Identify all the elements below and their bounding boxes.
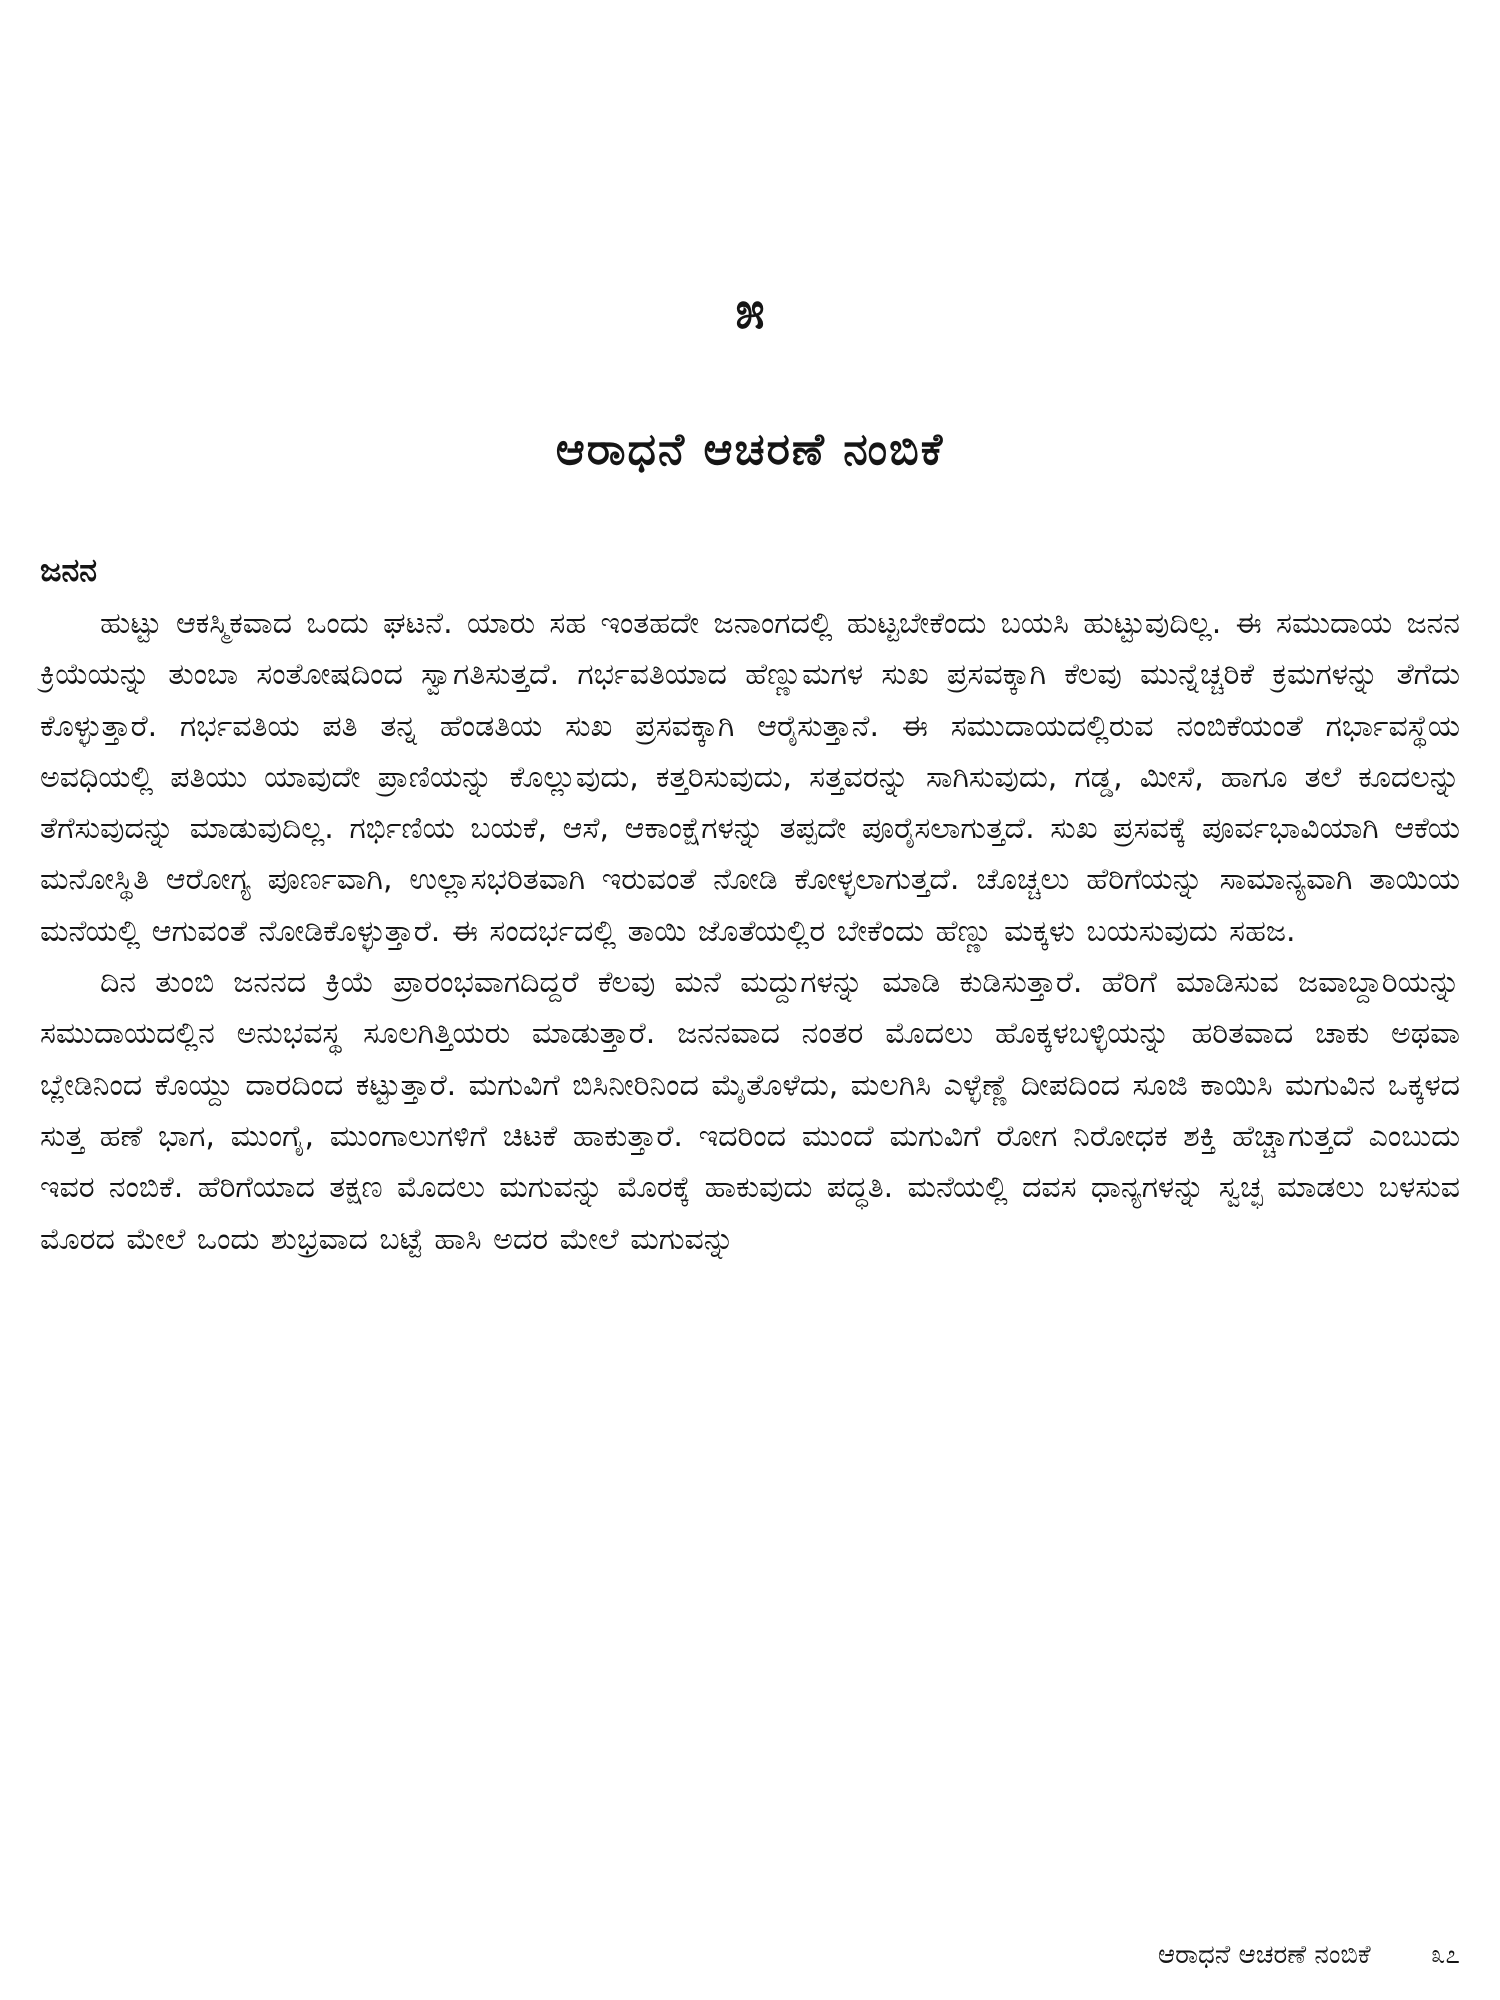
page-footer <box>1158 1937 1460 1973</box>
chapter-title: ಆರಾಧನೆ ಆಚರಣೆ ನಂಬಿಕೆ <box>555 424 945 475</box>
paragraph-2: ದಿನ ತುಂಬಿ ಜನನದ ಕ್ರಿಯೆ ಪ್ರಾರಂಭವಾಗದಿದ್ದರೆ ಕೆಲವು ಮನೆ ಮದ್ದುಗಳನ್ನು ಮಾಡಿ ಕುಡಿಸುತ್ತಾರೆ. ಹೆರಿಗೆ ಮಾಡಿಸುವ ಜವಾಬ್ದಾರಿಯನ್ನು ಸಮುದಾಯದಲ್ಲಿನ ಅನುಭವಸ್ಥ ಸೂಲಗಿತ್ತಿಯರು ಮಾಡುತ್ತಾರೆ. ಜನನವಾದ ನಂತರ ಮೊದಲು ಹೊಕ್ಕಳಬಳ್ಳಿಯನ್ನು ಹರಿತವಾದ ಚಾಕು ಅಥವಾ ಬ್ಲೇಡಿನಿಂದ ಕೊಯ್ದು ದಾರದಿಂದ ಕಟ್ಟುತ್ತಾರೆ. ಮಗುವಿಗೆ ಬಿಸಿನೀರಿನಿಂದ ಮೈತೊಳೆದು, ಮಲಗಿಸಿ ಎಳ್ಳೆಣ್ಣೆ ದೀಪದಿಂದ ಸೂಜಿ ಕಾಯಿಸಿ ಮಗುವಿನ ಒಕ್ಕಳದ ಸುತ್ತ ಹಣೆ ಭಾಗ, ಮುಂಗೈ, ಮುಂಗಾಲುಗಳಿಗೆ ಚಿಟಕೆ ಹಾಕುತ್ತಾರೆ. ಇದರಿಂದ ಮುಂದೆ ಮಗುವಿಗೆ ರೋಗ ನಿರೋಧಕ ಶಕ್ತಿ ಹೆಚ್ಚಾಗುತ್ತದೆ ಎಂಬುದು ಇವರ ನಂಬಿಕೆ. ಹೆರಿಗೆಯಾದ ತಕ್ಷಣ ಮೊದಲು ಮಗುವನ್ನು ಮೊರಕ್ಕೆ ಹಾಕುವುದು ಪದ್ಧತಿ. ಮನೆಯಲ್ಲಿ ದವಸ ಧಾನ್ಯಗಳನ್ನು ಸ್ವಚ್ಛ ಮಾಡಲು ಬಳಸುವ ಮೊರದ ಮೇಲೆ ಒಂದು ಶುಭ್ರವಾದ ಬಟ್ಟೆ ಹಾಸಿ ಅದರ ಮೇಲೆ ಮಗುವನ್ನು <box>40 965 1460 1257</box>
chapter-number: ೫ <box>735 281 765 341</box>
section-heading: ಜನನ <box>40 551 98 589</box>
footer-running-title: ಆರಾಧನೆ ಆಚರಣೆ ನಂಬಿಕೆ <box>1157 1940 1371 1970</box>
body-text <box>40 598 1460 1265</box>
paragraph-1: ಹುಟ್ಟು ಆಕಸ್ಮಿಕವಾದ ಒಂದು ಘಟನೆ. ಯಾರು ಸಹ ಇಂತಹದೇ ಜನಾಂಗದಲ್ಲಿ ಹುಟ್ಟಬೇಕೆಂದು ಬಯಸಿ ಹುಟ್ಟುವುದಿಲ್ಲ. ಈ ಸಮುದಾಯ ಜನನ ಕ್ರಿಯೆಯನ್ನು ತುಂಬಾ ಸಂತೋಷದಿಂದ ಸ್ವಾಗತಿಸುತ್ತದೆ. ಗರ್ಭವತಿಯಾದ ಹೆಣ್ಣುಮಗಳ ಸುಖ ಪ್ರಸವಕ್ಕಾಗಿ ಕೆಲವು ಮುನ್ನೆಚ್ಚರಿಕೆ ಕ್ರಮಗಳನ್ನು ತೆಗೆದು ಕೊಳ್ಳುತ್ತಾರೆ. ಗರ್ಭವತಿಯ ಪತಿ ತನ್ನ ಹೆಂಡತಿಯ ಸುಖ ಪ್ರಸವಕ್ಕಾಗಿ ಆರೈಸುತ್ತಾನೆ. ಈ ಸಮುದಾಯದಲ್ಲಿರುವ ನಂಬಿಕೆಯಂತೆ ಗರ್ಭಾವಸ್ಥೆಯ ಅವಧಿಯಲ್ಲಿ ಪತಿಯು ಯಾವುದೇ ಪ್ರಾಣಿಯನ್ನು ಕೊಲ್ಲುವುದು, ಕತ್ತರಿಸುವುದು, ಸತ್ತವರನ್ನು ಸಾಗಿಸುವುದು, ಗಡ್ಡ, ಮೀಸೆ, ಹಾಗೂ ತಲೆ ಕೂದಲನ್ನು ತೆಗೆಸುವುದನ್ನು ಮಾಡುವುದಿಲ್ಲ. ಗರ್ಭಿಣಿಯ ಬಯಕೆ, ಆಸೆ, ಆಕಾಂಕ್ಷೆಗಳನ್ನು ತಪ್ಪದೇ ಪೂರೈಸಲಾಗುತ್ತದೆ. ಸುಖ ಪ್ರಸವಕ್ಕೆ ಪೂರ್ವಭಾವಿಯಾಗಿ ಆಕೆಯ ಮನೋಸ್ಥಿತಿ ಆರೋಗ್ಯ ಪೂರ್ಣವಾಗಿ, ಉಲ್ಲಾಸಭರಿತವಾಗಿ ಇರುವಂತೆ ನೋಡಿ ಕೋಳ್ಳಲಾಗುತ್ತದೆ. ಚೊಚ್ಚಲು ಹೆರಿಗೆಯನ್ನು ಸಾಮಾನ್ಯವಾಗಿ ತಾಯಿಯ ಮನೆಯಲ್ಲಿ ಆಗುವಂತೆ ನೋಡಿಕೊಳ್ಳುತ್ತಾರೆ. ಈ ಸಂದರ್ಭದಲ್ಲಿ ತಾಯಿ ಜೊತೆಯಲ್ಲಿರ ಬೇಕೆಂದು ಹೆಣ್ಣು ಮಕ್ಕಳು ಬಯಸುವುದು ಸಹಜ. <box>40 606 1460 949</box>
page-number: ೩೭ <box>1430 1940 1460 1970</box>
